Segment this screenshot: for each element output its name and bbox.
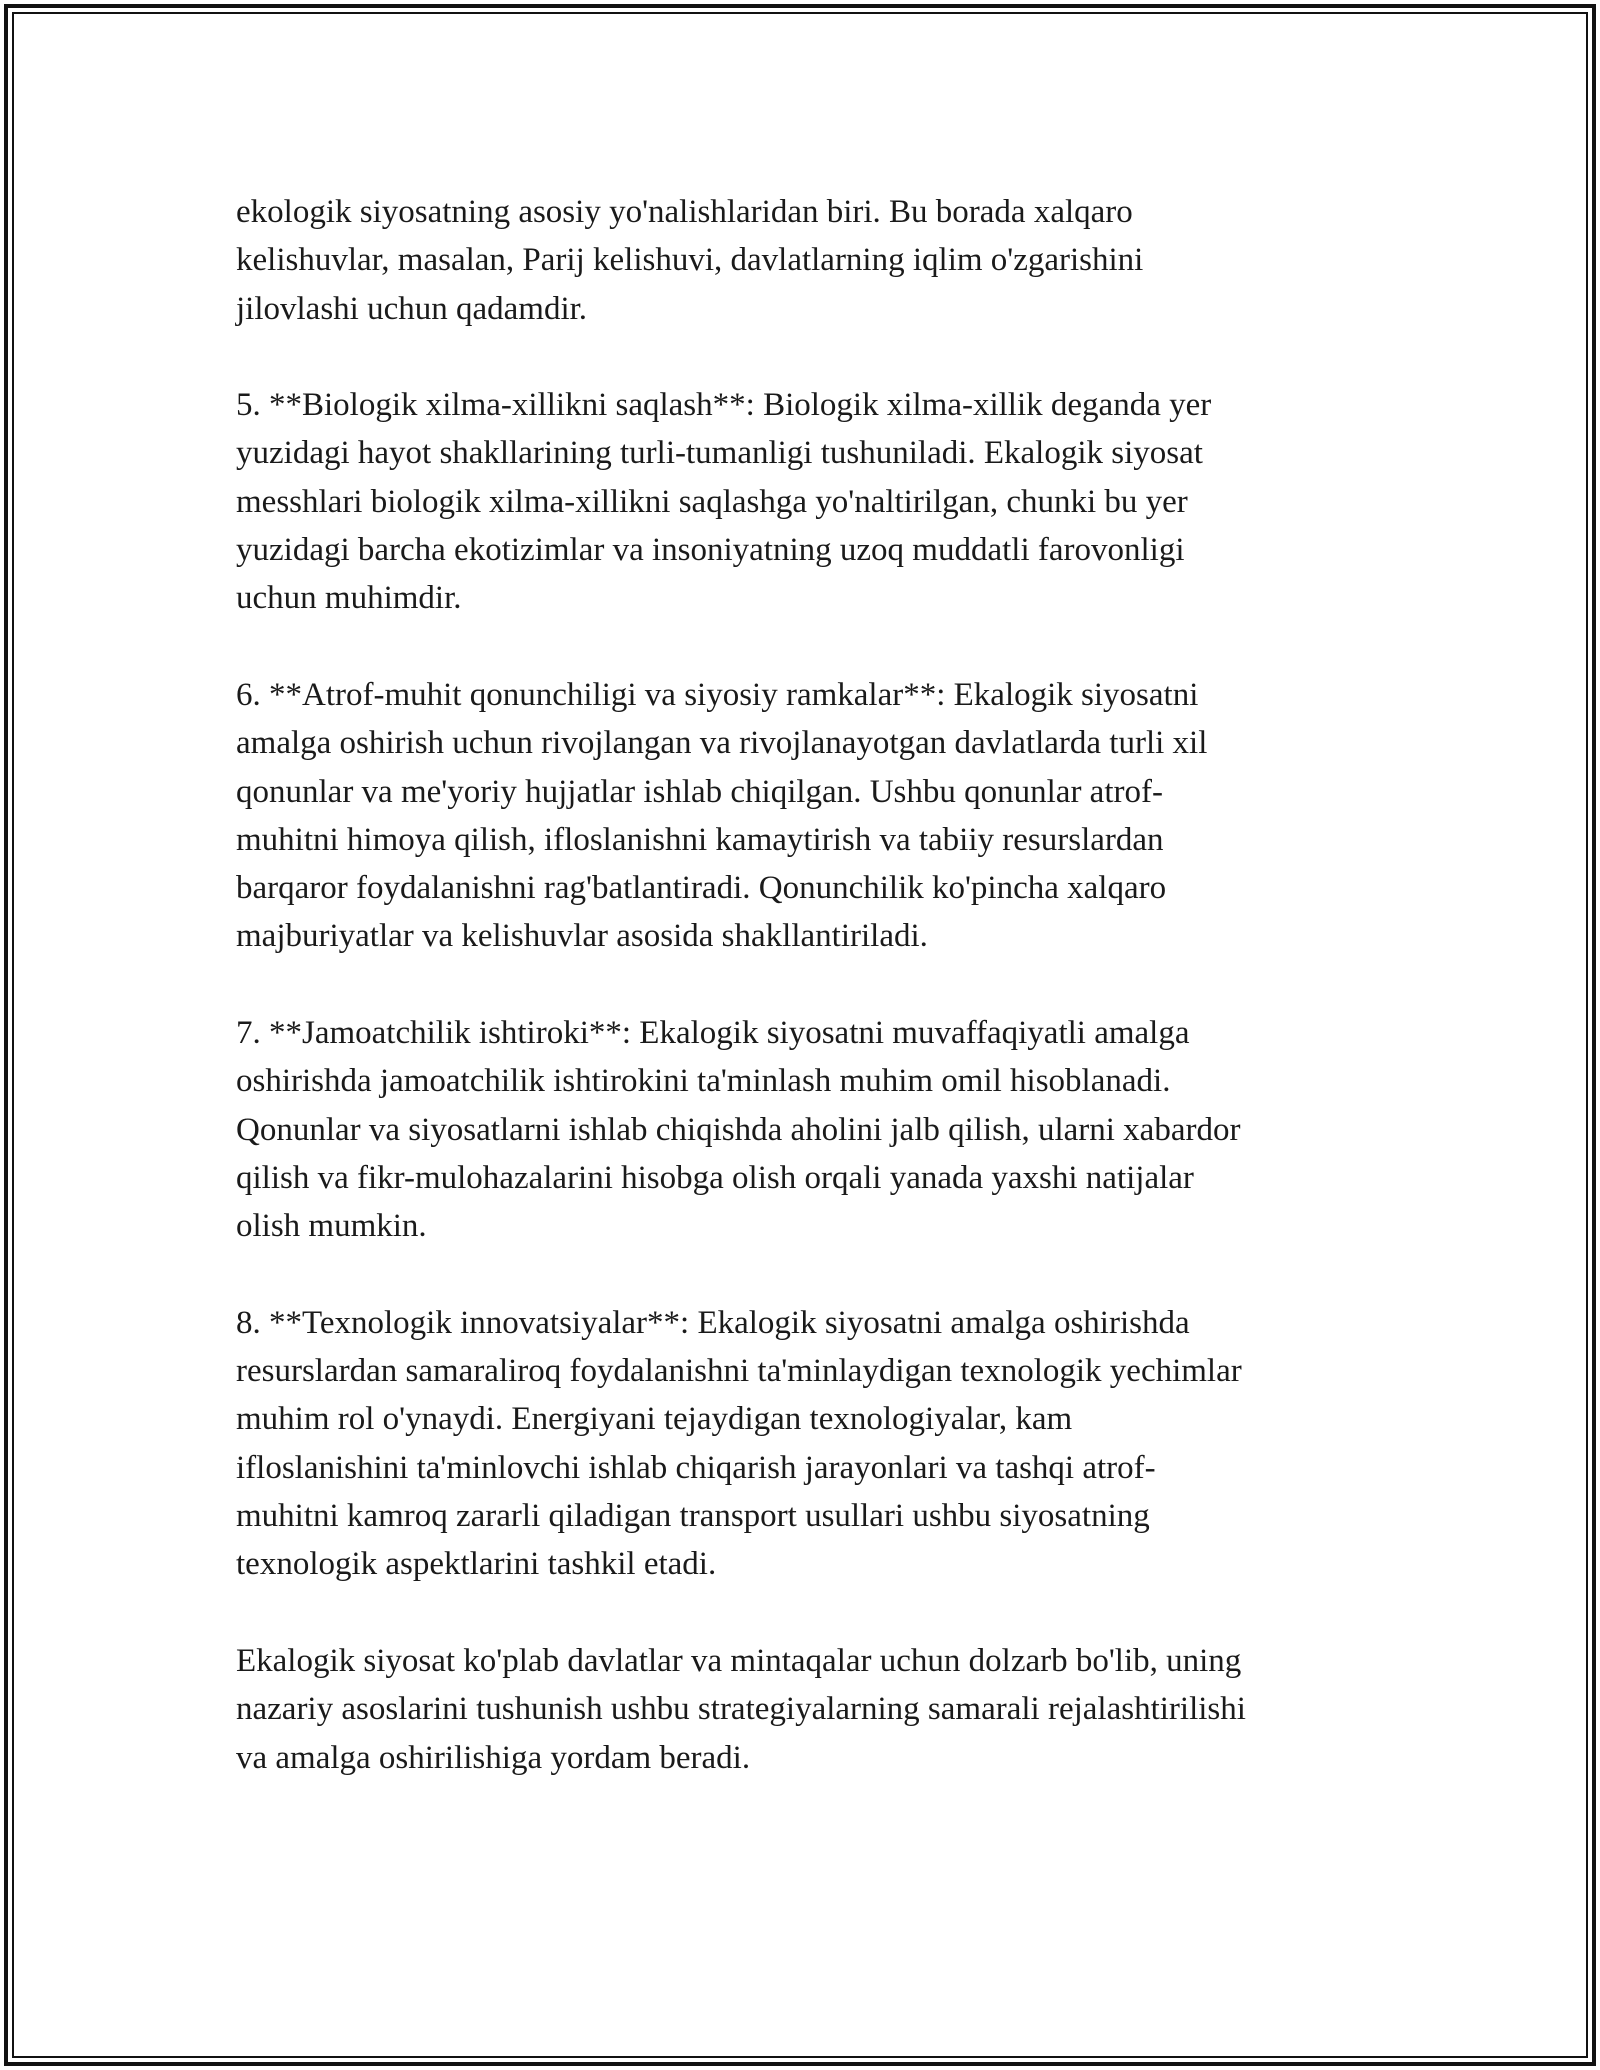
paragraph-conclusion: Ekalogik siyosat ko'plab davlatlar va mintaqalar uchun dolzarb bo'lib, uning nazariy asoslarini tushunish ushbu strategiyalarning samarali rejalashtirilishi va amalga oshirilishiga yordam beradi. (236, 1642, 1246, 1776)
paragraph-environmental-law: 6. **Atrof-muhit qonunchiligi va siyosiy ramkalar**: Ekalogik siyosatni amalga oshirish uchun rivojlangan va rivojlanayotgan davlatlarda turli xil qonunlar va me'yoriy hujjatlar ishlab chiqilgan. Ushbu qonunlar atrof- muhitni himoya qilish, ifloslanishni kamaytirish va tabiiy resurslardan barqaror foydalanishni rag'batlantiradi. Qonunchilik ko'pincha xalqaro majburiyatlar va kelishuvlar asosida shakllantiriladi. (236, 676, 1208, 955)
paragraph-biodiversity: 5. **Biologik xilma-xillikni saqlash**: Biologik xilma-xillik deganda yer yuzidagi hayot shakllarining turli-tumanligi tushuniladi. Ekalogik siyosat messhlari biologik xilma-xillikni saqlashga yo'naltirilgan, chunki bu yer yuzidagi barcha ekotizimlar va insoniyatning uzoq muddatli farovonligi uchun muhimdir. (236, 387, 1212, 617)
paragraph-intro-continuation: ekologik siyosatning asosiy yo'nalishlaridan biri. Bu borada xalqaro kelishuvlar, masalan, Parij kelishuvi, davlatlarning iqlim o'zgarishini jilovlashi uchun qadamdir. (236, 194, 1144, 327)
paragraph-public-participation: 7. **Jamoatchilik ishtiroki**: Ekalogik siyosatni muvaffaqiyatli amalga oshirishda jamoatchilik ishtirokini ta'minlash muhim omil hisoblanadi. Qonunlar va siyosatlarni ishlab chiqishda aholini jalb qilish, ularni xabardor qilish va fikr-mulohazalarini hisobga olish orqali yanada yaxshi natijalar olish mumkin. (236, 1015, 1241, 1245)
paragraph-tech-innovation: 8. **Texnologik innovatsiyalar**: Ekalogik siyosatni amalga oshirishda resurslardan samaraliroq foydalanishni ta'minlaydigan texnologik yechimlar muhim rol o'ynaydi. Energiyani tejaydigan texnologiyalar, kam ifloslanishini ta'minlovchi ishlab chiqarish jarayonlari va tashqi atrof- muhitni kamroq zararli qiladigan transport usullari ushbu siyosatning texnologik aspektlarini tashkil etadi. (236, 1304, 1242, 1583)
document-body (236, 188, 1376, 1830)
